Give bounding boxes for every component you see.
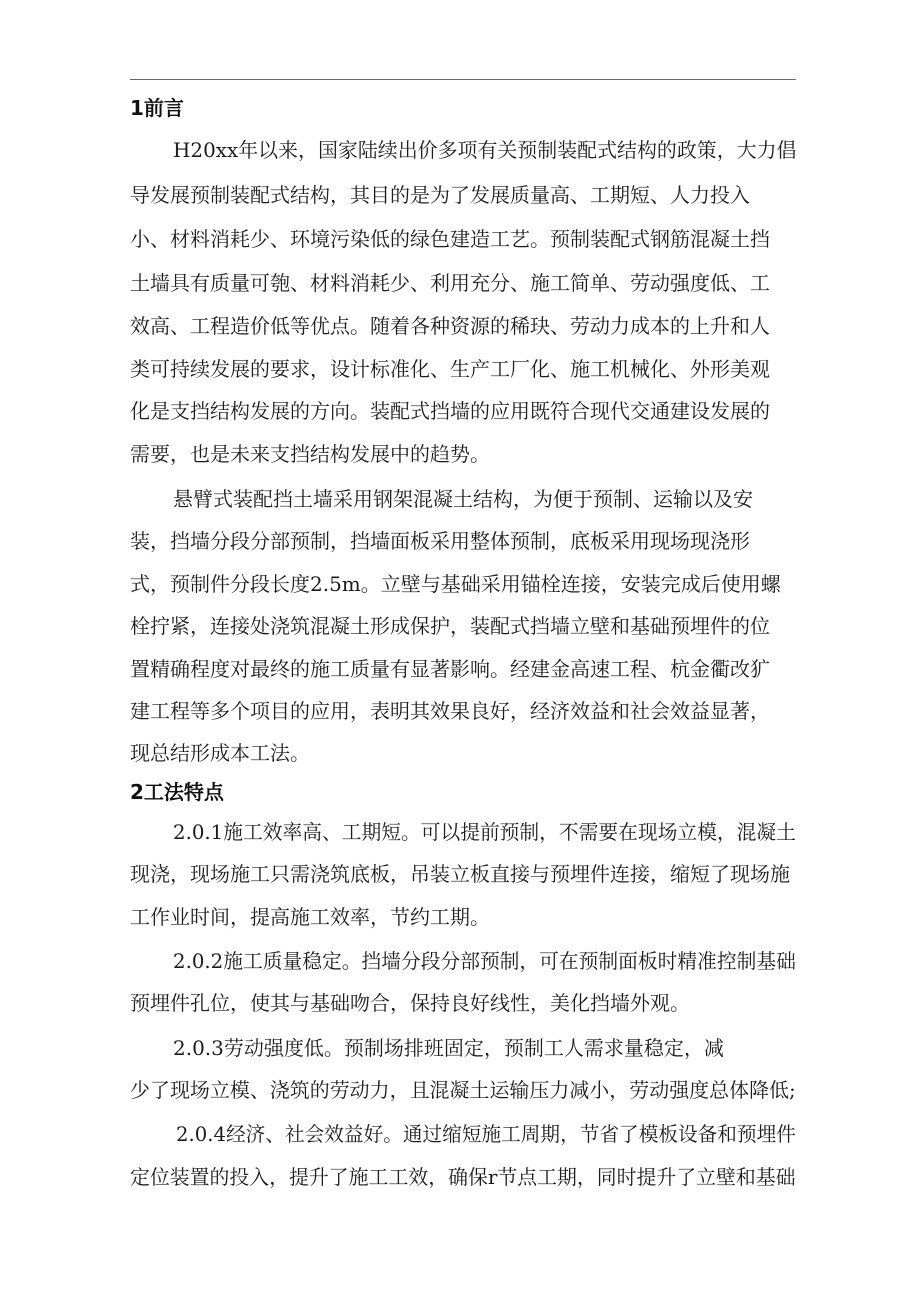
text-line: 装，挡墙分段分部预制，挡墙面板采用整体预制，底板采用现场现浇形: [130, 529, 750, 553]
text-line: 2.0.3劳动强度低。预制场排班固定，预制工人需求量稳定，减: [173, 1036, 724, 1060]
text-line: 栓拧紧，连接处浇筑混凝土形成保护，装配式挡墙立壁和基础预埋件的位: [130, 614, 770, 638]
text-line: 小、材料消耗少、环境污染低的绿色建造工艺。预制装配式钢筋混凝土挡: [130, 227, 770, 251]
text-line: 工作业时间，提高施工效率，节约工期。: [130, 905, 490, 929]
header-rule: [130, 79, 796, 80]
text-line: 预埋件孔位，使其与基础吻合，保持良好线性，美化挡墙外观。: [130, 991, 690, 1015]
section-heading-2: 2工法特点: [130, 780, 224, 804]
text-line: 建工程等多个项目的应用，表明其效果良好，经济效益和社会效益显著，: [130, 699, 770, 723]
text-line: 2.0.2施工质量稳定。挡墙分段分部预制，可在预制面板时精准控制基础: [173, 949, 796, 973]
text-line: 效高、工程造价低等优点。随着各种资源的稀玦、劳动力成本的上升和人: [130, 314, 770, 338]
text-line: 现总结形成本工法。: [130, 741, 310, 765]
text-line: 土墙具有质量可匏、材料消耗少、利用充分、施工简单、劳动强度低、工: [130, 271, 770, 295]
text-line: 化是支挡结构发展的方向。装配式挡墙的应用既符合现代交通建设发展的: [130, 399, 770, 423]
text-line: 少了现场立模、浇筑的劳动力，且混凝土运输压力减小，劳动强度总体降低;: [130, 1078, 796, 1102]
text-line: 2.0.1施工效率高、工期短。可以提前预制，不需要在现场立模，混凝土: [173, 820, 796, 844]
text-line: 置精确程度对最终的施工质量有显著影响。经建金高速工程、杭金衢改犷: [130, 657, 770, 681]
text-line: 需要，也是未来支挡结构发展中的趋势。: [130, 442, 490, 466]
text-line: H20xx年以来，国家陆续出价多项有关预制装配式结构的政策，大力倡: [173, 138, 797, 162]
text-line: 2.0.4经济、社会效益好。通过缩短施工周期，节省了模板设备和预埋件: [176, 1122, 796, 1146]
text-line: 定位装置的投入，提升了施工工效，确保r节点工期，同时提升了立壁和基础: [130, 1165, 796, 1189]
text-line: 类可持续发展的要求，设计标准化、生产工厂化、施工机械化、外形美观: [130, 357, 770, 381]
section-heading-1: 1前言: [130, 96, 184, 120]
text-line: 现浇，现场施工只需浇筑底板，吊装立板直接与预埋件连接，缩短了现场施: [130, 862, 790, 886]
text-line: 悬臂式装配挡土墙采用钢架混凝土结构，为便于预制、运输以及安: [173, 487, 753, 511]
text-line: 导发展预制装配式结构，其目的是为了发展质量高、工期短、人力投入: [130, 183, 750, 207]
text-line: 式，预制件分段长度2.5m。立壁与基础采用锚栓连接，安装完成后使用螺: [130, 572, 781, 596]
